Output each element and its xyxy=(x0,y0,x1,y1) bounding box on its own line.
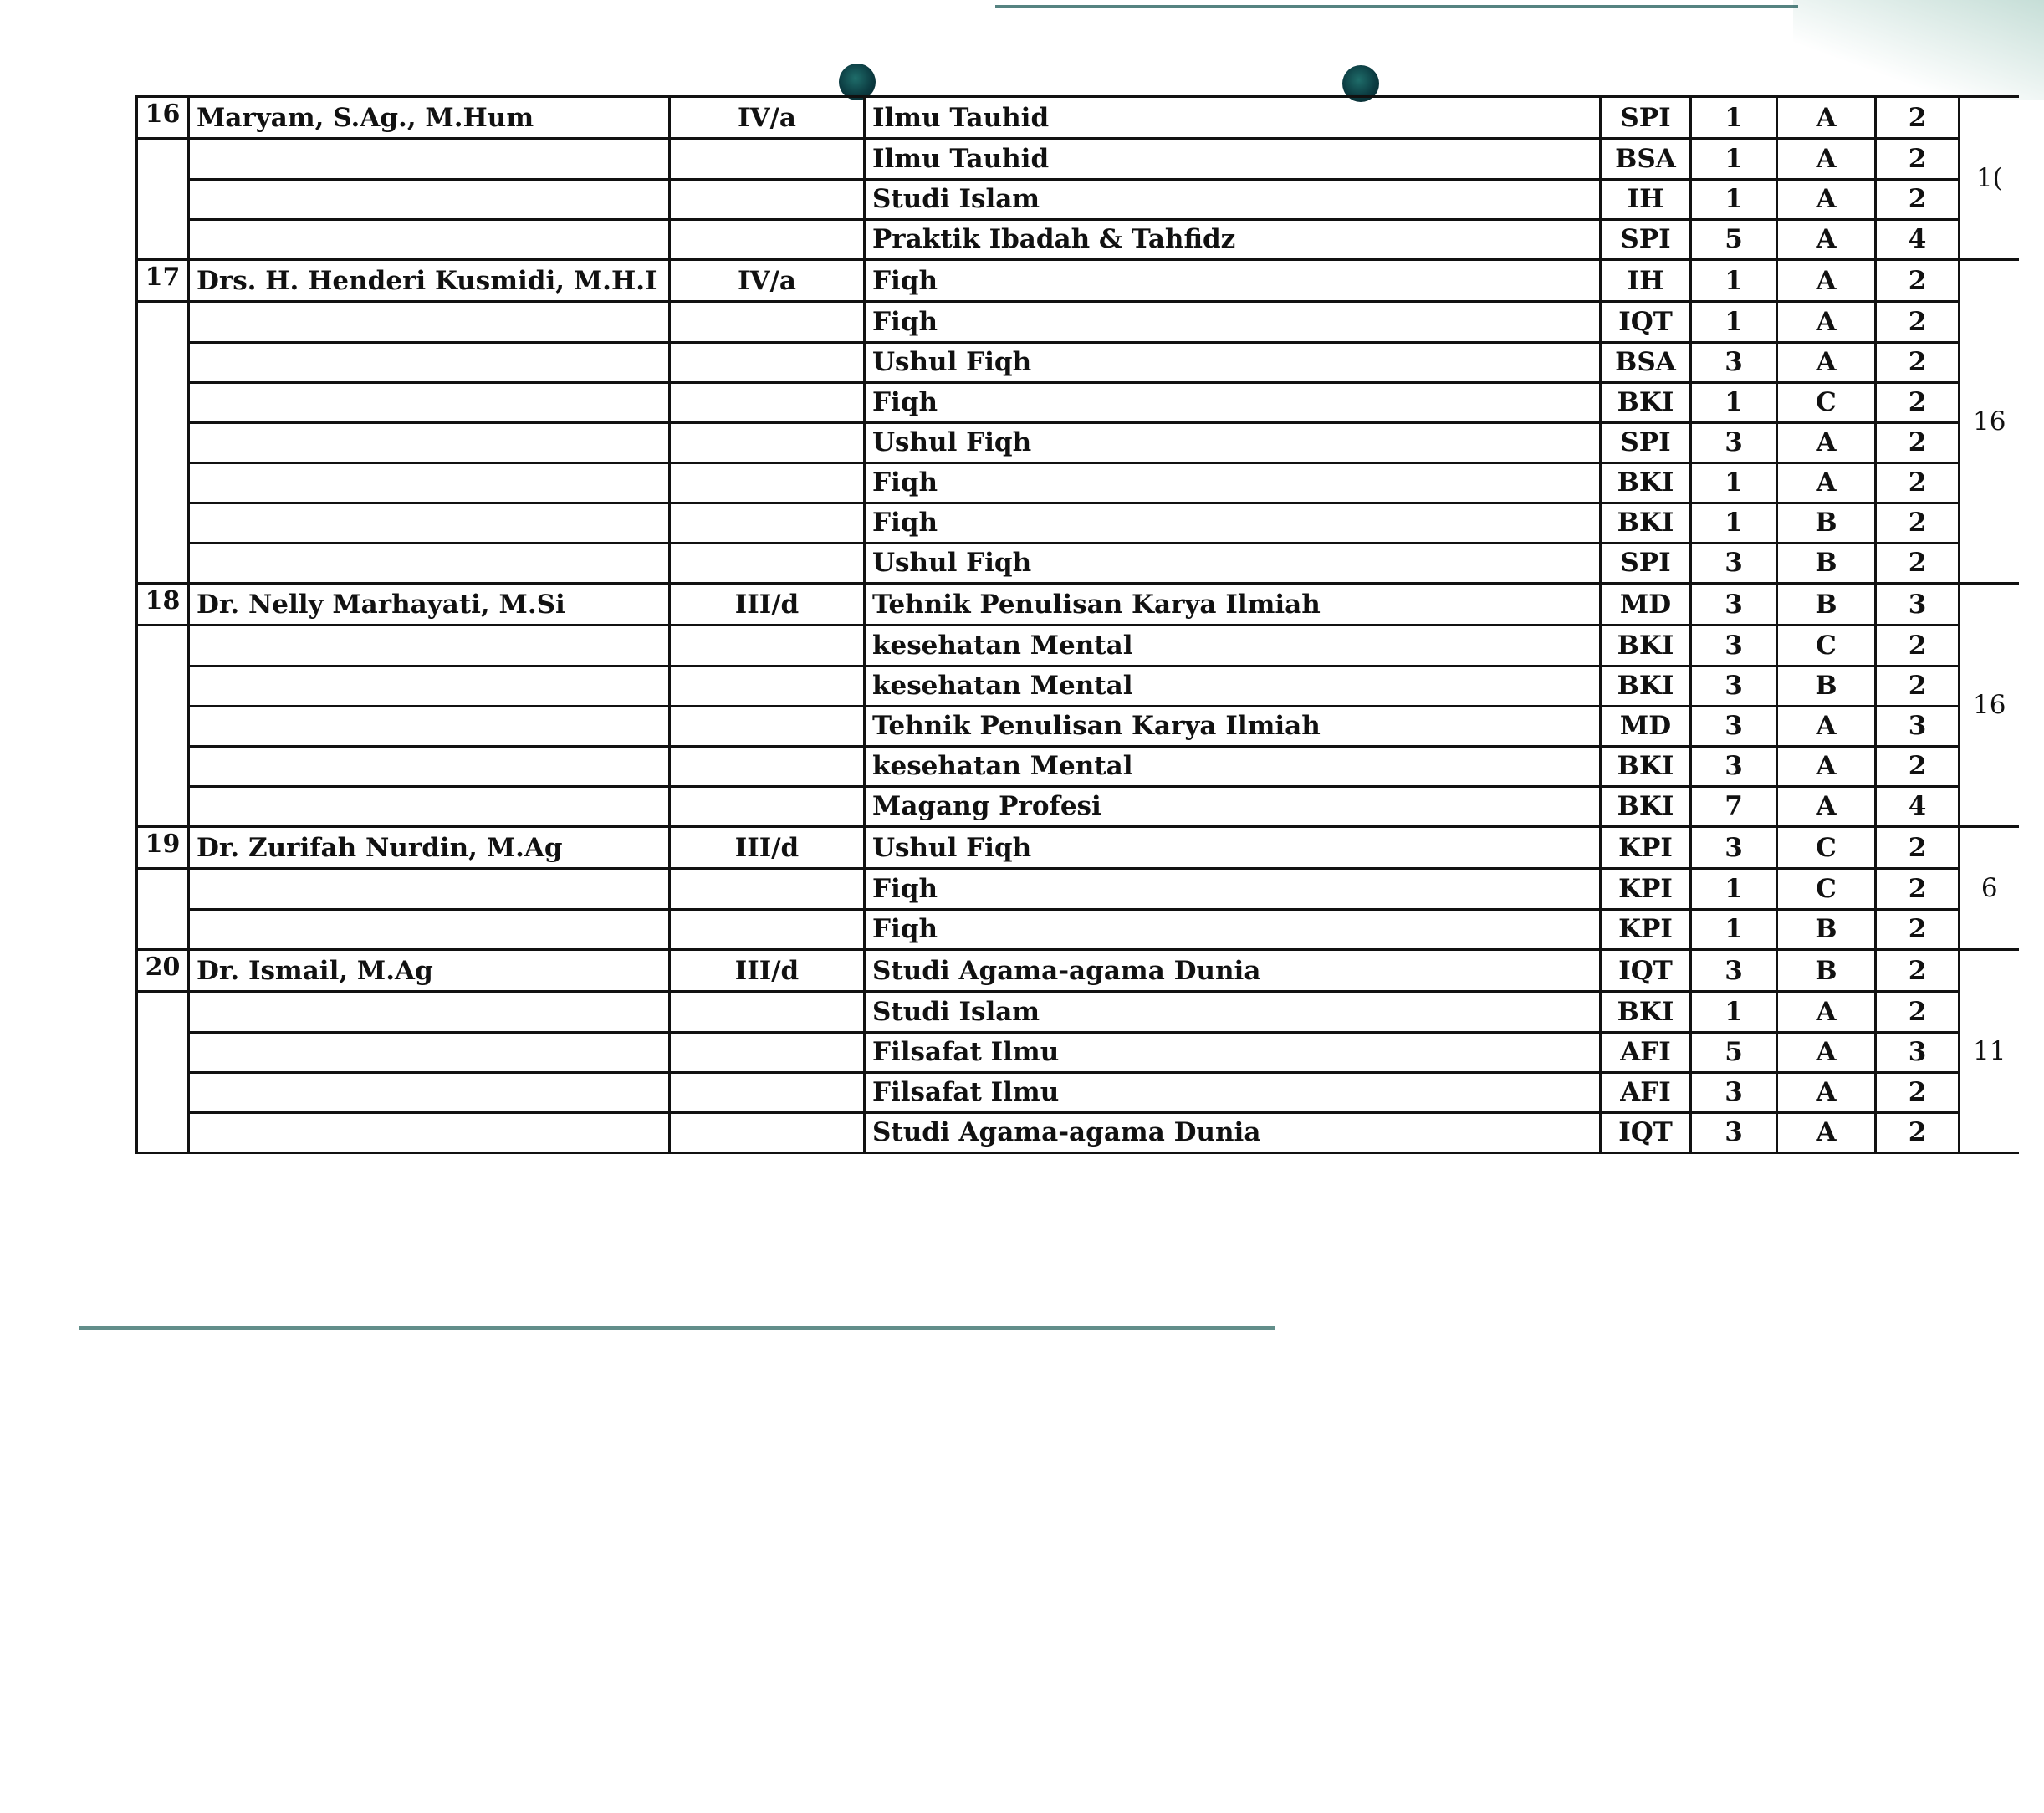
lecturer-number xyxy=(137,706,189,746)
semester: 3 xyxy=(1691,950,1777,992)
study-program: SPI xyxy=(1601,97,1691,139)
class-group: A xyxy=(1777,219,1876,260)
lecturer-name xyxy=(189,869,670,910)
lecturer-number xyxy=(137,462,189,503)
lecturer-name xyxy=(189,342,670,382)
lecturer-name xyxy=(189,626,670,666)
semester: 3 xyxy=(1691,746,1777,786)
course-name: Fiqh xyxy=(865,462,1601,503)
lecturer-name xyxy=(189,992,670,1033)
lecturer-rank xyxy=(670,909,865,950)
course-name: Fiqh xyxy=(865,382,1601,422)
credit-hours: 2 xyxy=(1876,626,1960,666)
credit-hours: 3 xyxy=(1876,584,1960,626)
credit-hours: 2 xyxy=(1876,950,1960,992)
lecturer-number: 17 xyxy=(137,260,189,302)
semester: 1 xyxy=(1691,97,1777,139)
lecturer-rank xyxy=(670,382,865,422)
lecturer-number: 20 xyxy=(137,950,189,992)
lecturer-rank xyxy=(670,1072,865,1112)
credit-hours: 2 xyxy=(1876,869,1960,910)
lecturer-rank xyxy=(670,179,865,219)
study-program: BKI xyxy=(1601,462,1691,503)
lecturer-name: Dr. Zurifah Nurdin, M.Ag xyxy=(189,827,670,869)
class-group: B xyxy=(1777,950,1876,992)
lecturer-number xyxy=(137,543,189,584)
lecturer-rank xyxy=(670,342,865,382)
lecturer-name xyxy=(189,786,670,827)
credit-hours: 2 xyxy=(1876,1112,1960,1153)
lecturer-number: 18 xyxy=(137,584,189,626)
semester: 3 xyxy=(1691,342,1777,382)
lecturer-number xyxy=(137,992,189,1033)
semester: 1 xyxy=(1691,139,1777,180)
course-name: Filsafat Ilmu xyxy=(865,1072,1601,1112)
table-row xyxy=(137,97,2019,139)
table-row xyxy=(137,869,2019,910)
table-row xyxy=(137,1072,2019,1112)
credit-hours: 2 xyxy=(1876,260,1960,302)
table-row xyxy=(137,260,2019,302)
class-group: A xyxy=(1777,342,1876,382)
table-row xyxy=(137,909,2019,950)
table-row xyxy=(137,786,2019,827)
study-program: BSA xyxy=(1601,342,1691,382)
semester: 3 xyxy=(1691,666,1777,706)
lecturer-rank xyxy=(670,626,865,666)
lecturer-number xyxy=(137,302,189,343)
lecturer-number xyxy=(137,179,189,219)
study-program: BSA xyxy=(1601,139,1691,180)
credit-hours: 2 xyxy=(1876,503,1960,543)
class-group: B xyxy=(1777,503,1876,543)
class-group: A xyxy=(1777,139,1876,180)
table-row xyxy=(137,827,2019,869)
lecturer-number xyxy=(137,382,189,422)
lecturer-number xyxy=(137,219,189,260)
study-program: KPI xyxy=(1601,827,1691,869)
lecturer-number xyxy=(137,786,189,827)
course-name: Fiqh xyxy=(865,260,1601,302)
lecturer-number xyxy=(137,1032,189,1072)
lecturer-name xyxy=(189,139,670,180)
course-name: Ushul Fiqh xyxy=(865,422,1601,462)
class-group: A xyxy=(1777,1032,1876,1072)
table-row xyxy=(137,139,2019,180)
class-group: B xyxy=(1777,909,1876,950)
course-name: Tehnik Penulisan Karya Ilmiah xyxy=(865,584,1601,626)
lecturer-name xyxy=(189,543,670,584)
table-row xyxy=(137,219,2019,260)
lecturer-rank xyxy=(670,422,865,462)
table-row xyxy=(137,302,2019,343)
course-name: kesehatan Mental xyxy=(865,626,1601,666)
table-row xyxy=(137,706,2019,746)
course-name: Ushul Fiqh xyxy=(865,543,1601,584)
study-program: SPI xyxy=(1601,219,1691,260)
study-program: KPI xyxy=(1601,909,1691,950)
lecturer-rank xyxy=(670,139,865,180)
course-name: Fiqh xyxy=(865,503,1601,543)
table-row xyxy=(137,626,2019,666)
class-group: A xyxy=(1777,302,1876,343)
class-group: C xyxy=(1777,382,1876,422)
class-group: B xyxy=(1777,543,1876,584)
lecturer-rank: IV/a xyxy=(670,97,865,139)
course-name: Ilmu Tauhid xyxy=(865,139,1601,180)
table-row xyxy=(137,1032,2019,1072)
total-credits: 16 xyxy=(1960,584,2019,827)
credit-hours: 2 xyxy=(1876,462,1960,503)
semester: 3 xyxy=(1691,543,1777,584)
credit-hours: 3 xyxy=(1876,1032,1960,1072)
lecturer-rank xyxy=(670,666,865,706)
table-row xyxy=(137,543,2019,584)
class-group: B xyxy=(1777,666,1876,706)
lecturer-rank xyxy=(670,869,865,910)
course-name: Studi Agama-agama Dunia xyxy=(865,950,1601,992)
lecturer-rank xyxy=(670,219,865,260)
table-row xyxy=(137,382,2019,422)
table-row xyxy=(137,666,2019,706)
lecturer-name xyxy=(189,462,670,503)
study-program: SPI xyxy=(1601,543,1691,584)
lecturer-name: Dr. Ismail, M.Ag xyxy=(189,950,670,992)
total-credits: 1( xyxy=(1960,97,2019,260)
lecturer-number xyxy=(137,1072,189,1112)
lecturer-name: Drs. H. Henderi Kusmidi, M.H.I xyxy=(189,260,670,302)
semester: 3 xyxy=(1691,626,1777,666)
class-group: A xyxy=(1777,462,1876,503)
course-name: Studi Islam xyxy=(865,179,1601,219)
lecturer-name xyxy=(189,219,670,260)
lecturer-number xyxy=(137,342,189,382)
lecturer-number xyxy=(137,1112,189,1153)
table-row xyxy=(137,746,2019,786)
credit-hours: 2 xyxy=(1876,827,1960,869)
semester: 1 xyxy=(1691,179,1777,219)
semester: 1 xyxy=(1691,909,1777,950)
lecturer-number xyxy=(137,909,189,950)
semester: 1 xyxy=(1691,503,1777,543)
lecturer-name xyxy=(189,422,670,462)
study-program: IH xyxy=(1601,260,1691,302)
credit-hours: 2 xyxy=(1876,139,1960,180)
study-program: MD xyxy=(1601,584,1691,626)
paper-edge-top xyxy=(995,5,1798,8)
lecturer-rank xyxy=(670,706,865,746)
lecturer-number: 16 xyxy=(137,97,189,139)
study-program: IQT xyxy=(1601,1112,1691,1153)
lecturer-name xyxy=(189,302,670,343)
lecturer-name xyxy=(189,1112,670,1153)
credit-hours: 4 xyxy=(1876,786,1960,827)
class-group: A xyxy=(1777,786,1876,827)
teaching-load-table xyxy=(135,95,2019,1154)
class-group: A xyxy=(1777,179,1876,219)
credit-hours: 3 xyxy=(1876,706,1960,746)
study-program: BKI xyxy=(1601,503,1691,543)
course-name: kesehatan Mental xyxy=(865,666,1601,706)
class-group: A xyxy=(1777,422,1876,462)
lecturer-number xyxy=(137,626,189,666)
course-name: Filsafat Ilmu xyxy=(865,1032,1601,1072)
lecturer-rank xyxy=(670,992,865,1033)
semester: 1 xyxy=(1691,462,1777,503)
class-group: C xyxy=(1777,869,1876,910)
credit-hours: 2 xyxy=(1876,909,1960,950)
lecturer-rank xyxy=(670,302,865,343)
lecturer-number xyxy=(137,746,189,786)
study-program: SPI xyxy=(1601,422,1691,462)
course-name: Ushul Fiqh xyxy=(865,827,1601,869)
lecturer-number xyxy=(137,139,189,180)
credit-hours: 2 xyxy=(1876,179,1960,219)
lecturer-rank xyxy=(670,462,865,503)
credit-hours: 2 xyxy=(1876,422,1960,462)
credit-hours: 2 xyxy=(1876,543,1960,584)
total-credits: 11 xyxy=(1960,950,2019,1153)
lecturer-rank xyxy=(670,503,865,543)
study-program: BKI xyxy=(1601,626,1691,666)
credit-hours: 2 xyxy=(1876,992,1960,1033)
lecturer-rank: III/d xyxy=(670,950,865,992)
course-name: Fiqh xyxy=(865,302,1601,343)
table-row xyxy=(137,342,2019,382)
table-row xyxy=(137,1112,2019,1153)
credit-hours: 4 xyxy=(1876,219,1960,260)
study-program: AFI xyxy=(1601,1072,1691,1112)
credit-hours: 2 xyxy=(1876,746,1960,786)
lecturer-rank: IV/a xyxy=(670,260,865,302)
class-group: A xyxy=(1777,1072,1876,1112)
course-name: Studi Islam xyxy=(865,992,1601,1033)
class-group: B xyxy=(1777,584,1876,626)
study-program: AFI xyxy=(1601,1032,1691,1072)
study-program: BKI xyxy=(1601,746,1691,786)
semester: 3 xyxy=(1691,584,1777,626)
class-group: A xyxy=(1777,746,1876,786)
credit-hours: 2 xyxy=(1876,1072,1960,1112)
lecturer-number xyxy=(137,869,189,910)
credit-hours: 2 xyxy=(1876,382,1960,422)
semester: 3 xyxy=(1691,706,1777,746)
study-program: BKI xyxy=(1601,786,1691,827)
lecturer-name xyxy=(189,909,670,950)
semester: 3 xyxy=(1691,1072,1777,1112)
study-program: IQT xyxy=(1601,950,1691,992)
course-name: Magang Profesi xyxy=(865,786,1601,827)
lecturer-name xyxy=(189,1072,670,1112)
class-group: A xyxy=(1777,992,1876,1033)
lecturer-name xyxy=(189,666,670,706)
class-group: A xyxy=(1777,706,1876,746)
semester: 1 xyxy=(1691,992,1777,1033)
lecturer-rank xyxy=(670,746,865,786)
class-group: C xyxy=(1777,827,1876,869)
lecturer-number xyxy=(137,666,189,706)
course-name: Praktik Ibadah & Tahfidz xyxy=(865,219,1601,260)
semester: 1 xyxy=(1691,302,1777,343)
study-program: IH xyxy=(1601,179,1691,219)
semester: 5 xyxy=(1691,1032,1777,1072)
lecturer-rank: III/d xyxy=(670,827,865,869)
lecturer-name xyxy=(189,1032,670,1072)
study-program: KPI xyxy=(1601,869,1691,910)
scan-stain xyxy=(1793,0,2044,100)
semester: 1 xyxy=(1691,260,1777,302)
class-group: C xyxy=(1777,626,1876,666)
study-program: IQT xyxy=(1601,302,1691,343)
course-name: Ushul Fiqh xyxy=(865,342,1601,382)
table-row xyxy=(137,503,2019,543)
lecturer-number xyxy=(137,503,189,543)
course-name: Fiqh xyxy=(865,909,1601,950)
lecturer-name xyxy=(189,706,670,746)
study-program: BKI xyxy=(1601,992,1691,1033)
credit-hours: 2 xyxy=(1876,97,1960,139)
semester: 5 xyxy=(1691,219,1777,260)
credit-hours: 2 xyxy=(1876,342,1960,382)
semester: 1 xyxy=(1691,382,1777,422)
lecturer-name xyxy=(189,746,670,786)
total-credits: 16 xyxy=(1960,260,2019,584)
lecturer-rank xyxy=(670,1032,865,1072)
table-row xyxy=(137,992,2019,1033)
table-row xyxy=(137,950,2019,992)
total-credits: 6 xyxy=(1960,827,2019,950)
lecturer-rank xyxy=(670,786,865,827)
table-row xyxy=(137,462,2019,503)
semester: 3 xyxy=(1691,827,1777,869)
course-name: Ilmu Tauhid xyxy=(865,97,1601,139)
class-group: A xyxy=(1777,260,1876,302)
lecturer-name: Maryam, S.Ag., M.Hum xyxy=(189,97,670,139)
lecturer-name xyxy=(189,179,670,219)
credit-hours: 2 xyxy=(1876,666,1960,706)
study-program: BKI xyxy=(1601,666,1691,706)
lecturer-rank xyxy=(670,543,865,584)
credit-hours: 2 xyxy=(1876,302,1960,343)
class-group: A xyxy=(1777,97,1876,139)
lecturer-number: 19 xyxy=(137,827,189,869)
lecturer-name xyxy=(189,503,670,543)
paper-edge-bottom xyxy=(79,1326,1275,1330)
semester: 3 xyxy=(1691,1112,1777,1153)
lecturer-rank xyxy=(670,1112,865,1153)
table-row xyxy=(137,584,2019,626)
class-group: A xyxy=(1777,1112,1876,1153)
course-name: Studi Agama-agama Dunia xyxy=(865,1112,1601,1153)
semester: 3 xyxy=(1691,422,1777,462)
semester: 1 xyxy=(1691,869,1777,910)
study-program: BKI xyxy=(1601,382,1691,422)
semester: 7 xyxy=(1691,786,1777,827)
course-name: Tehnik Penulisan Karya Ilmiah xyxy=(865,706,1601,746)
lecturer-number xyxy=(137,422,189,462)
course-name: Fiqh xyxy=(865,869,1601,910)
lecturer-name: Dr. Nelly Marhayati, M.Si xyxy=(189,584,670,626)
course-name: kesehatan Mental xyxy=(865,746,1601,786)
table-row xyxy=(137,179,2019,219)
study-program: MD xyxy=(1601,706,1691,746)
lecturer-name xyxy=(189,382,670,422)
table-row xyxy=(137,422,2019,462)
lecturer-rank: III/d xyxy=(670,584,865,626)
